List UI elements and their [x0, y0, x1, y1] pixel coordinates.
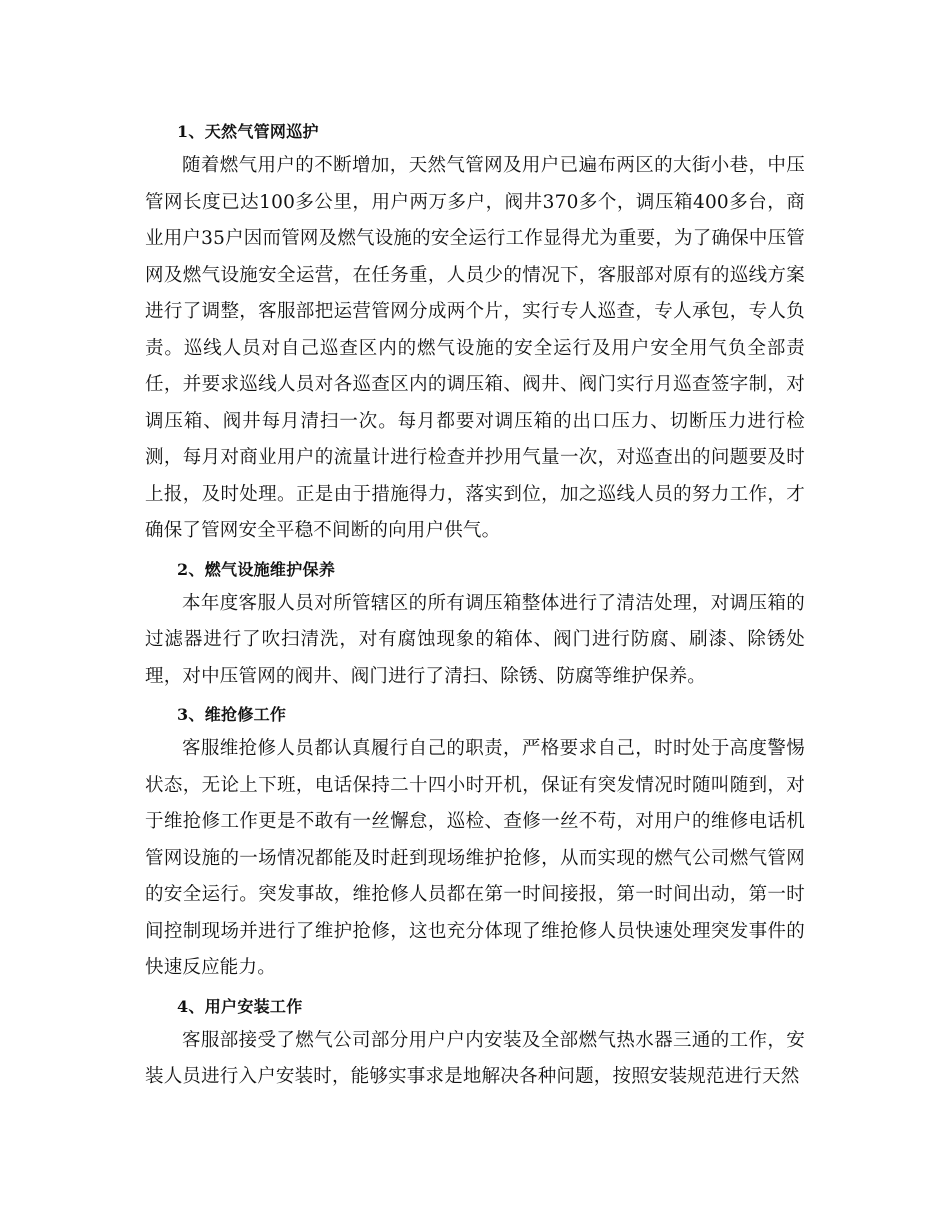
- section-paragraph-emergency-repair: 客服维抢修人员都认真履行自己的职责，严格要求自己，时时处于高度警惕状态，无论上下班，电话保持二十四小时开机，保证有突发情况时随叫随到，对于维抢修工作更是不敢有一丝懈怠，巡检、查修一丝不苟，对用户的维修电话机管网设施的一场情况都能及时赶到现场维护抢修，从而实现的燃气公司燃气管网的安全运行。突发事故，维抢修人员都在第一时间接报，第一时间出动，第一时间控制现场并进行了维护抢修，这也充分体现了维抢修人员快速处理突发事件的快速反应能力。: [145, 738, 805, 978]
- section-paragraph-facility-maintenance: 本年度客服人员对所管辖区的所有调压箱整体进行了清洁处理，对调压箱的过滤器进行了吹扫清洗，对有腐蚀现象的箱体、阀门进行防腐、刷漆、除锈处理，对中压管网的阀井、阀门进行了清扫、除锈、防腐等维护保养。: [145, 592, 805, 687]
- section-paragraph-pipeline-patrol: 随着燃气用户的不断增加，天然气管网及用户已遍布两区的大街小巷，中压管网长度已达100多公里，用户两万多户，阀井370多个，调压箱400多台，商业用户35户因而管网及燃气设施的安全运行工作显得尤为重要，为了确保中压管网及燃气设施安全运营，在任务重，人员少的情况下，客服部对原有的巡线方案进行了调整，客服部把运营管网分成两个片，实行专人巡查，专人承包，专人负责。巡线人员对自己巡查区内的燃气设施的安全运行及用户安全用气负全部责任，并要求巡线人员对各巡查区内的调压箱、阀井、阀门实行月巡查签字制，对调压箱、阀井每月清扫一次。每月都要对调压箱的出口压力、切断压力进行检测，每月对商业用户的流量计进行检查并抄用气量一次，对巡查出的问题要及时上报，及时处理。正是由于措施得力，落实到位，加之巡线人员的努力工作，才确保了管网安全平稳不间断的向用户供气。: [145, 155, 805, 541]
- document-body: [145, 116, 805, 1096]
- section-heading-emergency-repair: 3、维抢修工作: [177, 705, 287, 724]
- section-heading-facility-maintenance: 2、燃气设施维护保养: [177, 559, 336, 579]
- section-heading-pipeline-patrol: 1、天然气管网巡护: [177, 122, 319, 141]
- section-paragraph-user-installation: 客服部接受了燃气公司部分用户户内安装及全部燃气热水器三通的工作，安装人员进行入户安装时，能够实事求是地解决各种问题，按照安装规范进行天然: [145, 1029, 805, 1087]
- section-heading-user-installation: 4、用户安装工作: [177, 996, 303, 1016]
